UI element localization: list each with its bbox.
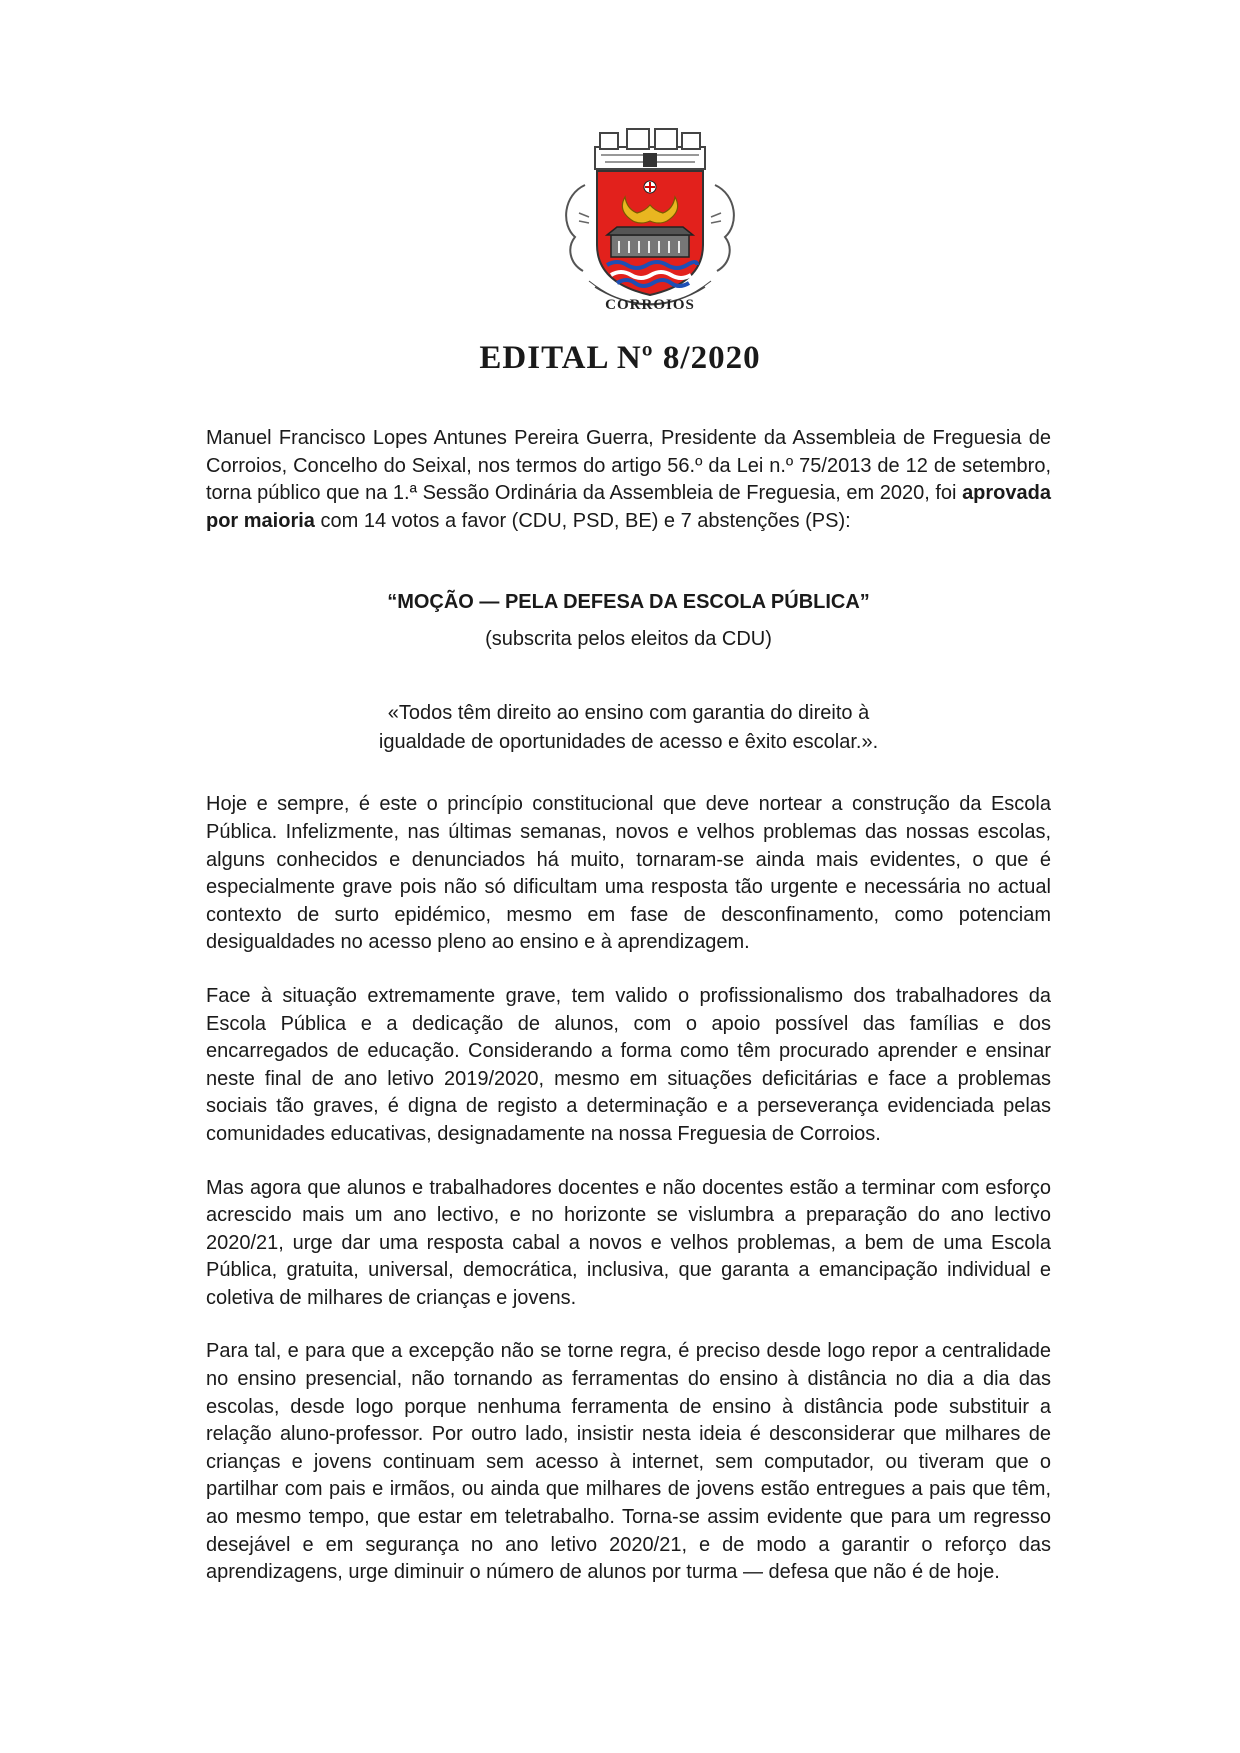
intro-paragraph xyxy=(206,425,1051,535)
motion-subtitle: (subscrita pelos eleitos da CDU) xyxy=(485,628,772,651)
coat-of-arms xyxy=(545,125,755,315)
intro-text-2: com 14 votos a favor (CDU, PSD, BE) e 7 abstenções (PS): xyxy=(314,509,851,532)
page-title: EDITAL Nº 8/2020 xyxy=(479,340,761,376)
crest-motto: CORROIOS xyxy=(605,297,695,313)
intro-bold: aprovada por maioria xyxy=(206,482,1051,532)
body-paragraph-1: Hoje e sempre, é este o princípio constitucional que deve nortear a construção da Escola Pública. Infelizmente, nas últimas semanas, novos e velhos problemas das nossas escolas, alguns conhecidos e denunciados há muito, tornaram-se ainda mais evidentes, o que é especialmente grave pois não só dificultam uma resposta tão urgente e necessária no actual contexto de surto epidémico, mesmo em fase de desconfinamento, como potenciam desigualdades no acesso pleno ao ensino e à aprendizagem. xyxy=(206,793,1051,954)
body-paragraph-3: Mas agora que alunos e trabalhadores docentes e não docentes estão a terminar com esforço acrescido mais um ano lectivo, e no horizonte se vislumbra a preparação do ano lectivo 2020/21, urge dar uma resposta cabal a novos e velhos problemas, a bem de uma Escola Pública, gratuita, universal, democrática, inclusiva, que garanta a emancipação individual e coletiva de milhares de crianças e jovens. xyxy=(206,1176,1051,1309)
constitution-quote: «Todos têm direito ao ensino com garantia do direito à igualdade de oportunidades de acesso e êxito escolar.». xyxy=(378,702,879,754)
intro-text-1: Manuel Francisco Lopes Antunes Pereira Guerra, Presidente da Assembleia de Freguesia de Corroios, Concelho do Seixal, nos termos do artigo 56.º da Lei n.º 75/2013 de 12 de setembro, torna público que na 1.ª Sessão Ordinária da Assembleia de Freguesia, em 2020, foi xyxy=(206,427,1051,505)
document-body xyxy=(206,425,1051,1587)
corroios-coat-of-arms-icon xyxy=(545,125,755,315)
body-paragraph-4: Para tal, e para que a excepção não se torne regra, é preciso desde logo repor a centralidade no ensino presencial, não tornando as ferramentas do ensino à distância no dia a dia das escolas, desde logo porque nenhuma ferramenta de ensino à distância pode substituir a relação aluno-professor. Por outro lado, insistir nesta ideia é desconsiderar que milhares de crianças e jovens continuam sem acesso à internet, sem computador, ou tiveram que o partilhar com pais e irmãos, ou ainda que milhares de jovens estão entregues a pais que têm, ao mesmo tempo, que estar em teletrabalho. Torna-se assim evidente que para um regresso desejável e em segurança no ano letivo 2020/21, e de modo a garantir o reforço das aprendizagens, urge diminuir o número de alunos por turma — defesa que não é de hoje. xyxy=(206,1340,1051,1584)
body-paragraph-2: Face à situação extremamente grave, tem valido o profissionalismo dos trabalhadores da Escola Pública e a dedicação de alunos, com o apoio possível das famílias e dos encarregados de educação. Considerando a forma como têm procurado aprender e ensinar neste final de ano letivo 2019/2020, mesmo em situações deficitárias e face a problemas sociais tão graves, é digna de registo a determinação e a perseverança evidenciada pelas comunidades educativas, designadamente na nossa Freguesia de Corroios. xyxy=(206,984,1051,1145)
motion-title: “MOÇÃO — PELA DEFESA DA ESCOLA PÚBLICA” xyxy=(387,591,870,614)
